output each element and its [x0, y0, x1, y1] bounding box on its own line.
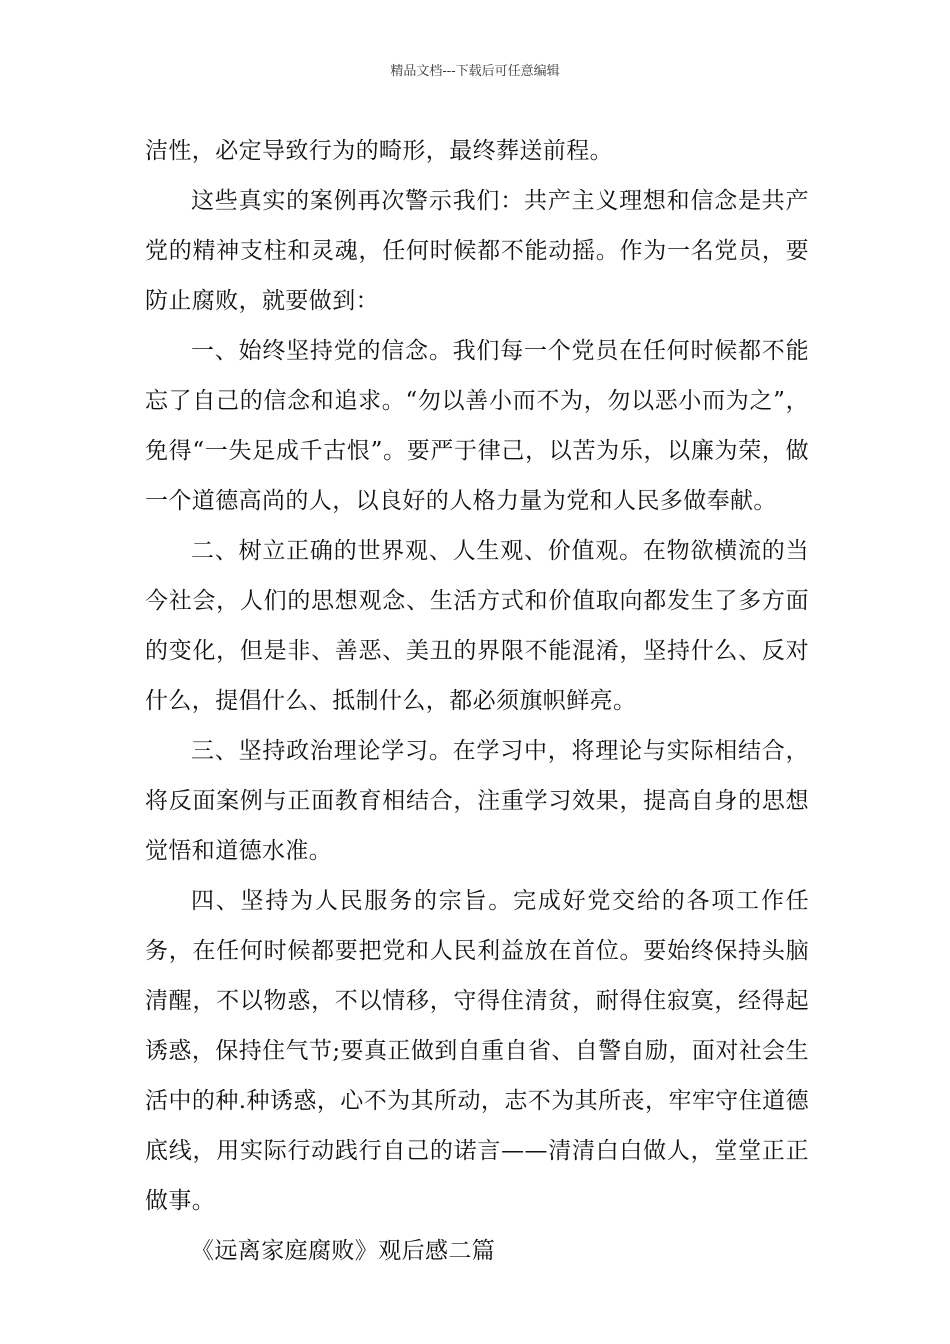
- paragraph-point-2: 二、树立正确的世界观、人生观、价值观。在物欲横流的当今社会，人们的思想观念、生活方式和价值取向都发生了多方面的变化，但是非、善恶、美丑的界限不能混淆，坚持什么、反对什么，提倡什么、抵制什么，都必须旗帜鲜亮。: [145, 538, 809, 714]
- paragraph-point-3: 三、坚持政治理论学习。在学习中，将理论与实际相结合，将反面案例与正面教育相结合，注重学习效果，提高自身的思想觉悟和道德水准。: [145, 738, 809, 864]
- paragraph-point-1: 一、始终坚持党的信念。我们每一个党员在任何时候都不能忘了自己的信念和追求。“勿以善小而不为，勿以恶小而为之”，免得“一失足成千古恨”。要严于律己，以苦为乐，以廉为荣，做一个道德高尚的人，以良好的人格力量为党和人民多做奉献。: [145, 338, 809, 514]
- section-subtitle: 《远离家庭腐败》观后感二篇: [191, 1238, 496, 1264]
- document-body: [145, 126, 809, 1276]
- paragraph-continuation: 洁性，必定导致行为的畸形，最终葬送前程。: [145, 138, 613, 164]
- paragraph-point-4: 四、坚持为人民服务的宗旨。完成好党交给的各项工作任务，在任何时候都要把党和人民利益放在首位。要始终保持头脑清醒，不以物惑，不以情移，守得住清贫，耐得住寂寞，经得起诱惑，保持住气节;要真正做到自重自省、自警自励，面对社会生活中的种.种诱惑，心不为其所动，志不为其所丧，牢牢守住道德底线，用实际行动践行自己的诺言——清清白白做人，堂堂正正做事。: [145, 888, 809, 1214]
- page-header: 精品文档---下载后可任意编辑: [390, 64, 560, 79]
- paragraph-warning: 这些真实的案例再次警示我们：共产主义理想和信念是共产党的精神支柱和灵魂，任何时候都不能动摇。作为一名党员，要防止腐败，就要做到：: [145, 188, 809, 314]
